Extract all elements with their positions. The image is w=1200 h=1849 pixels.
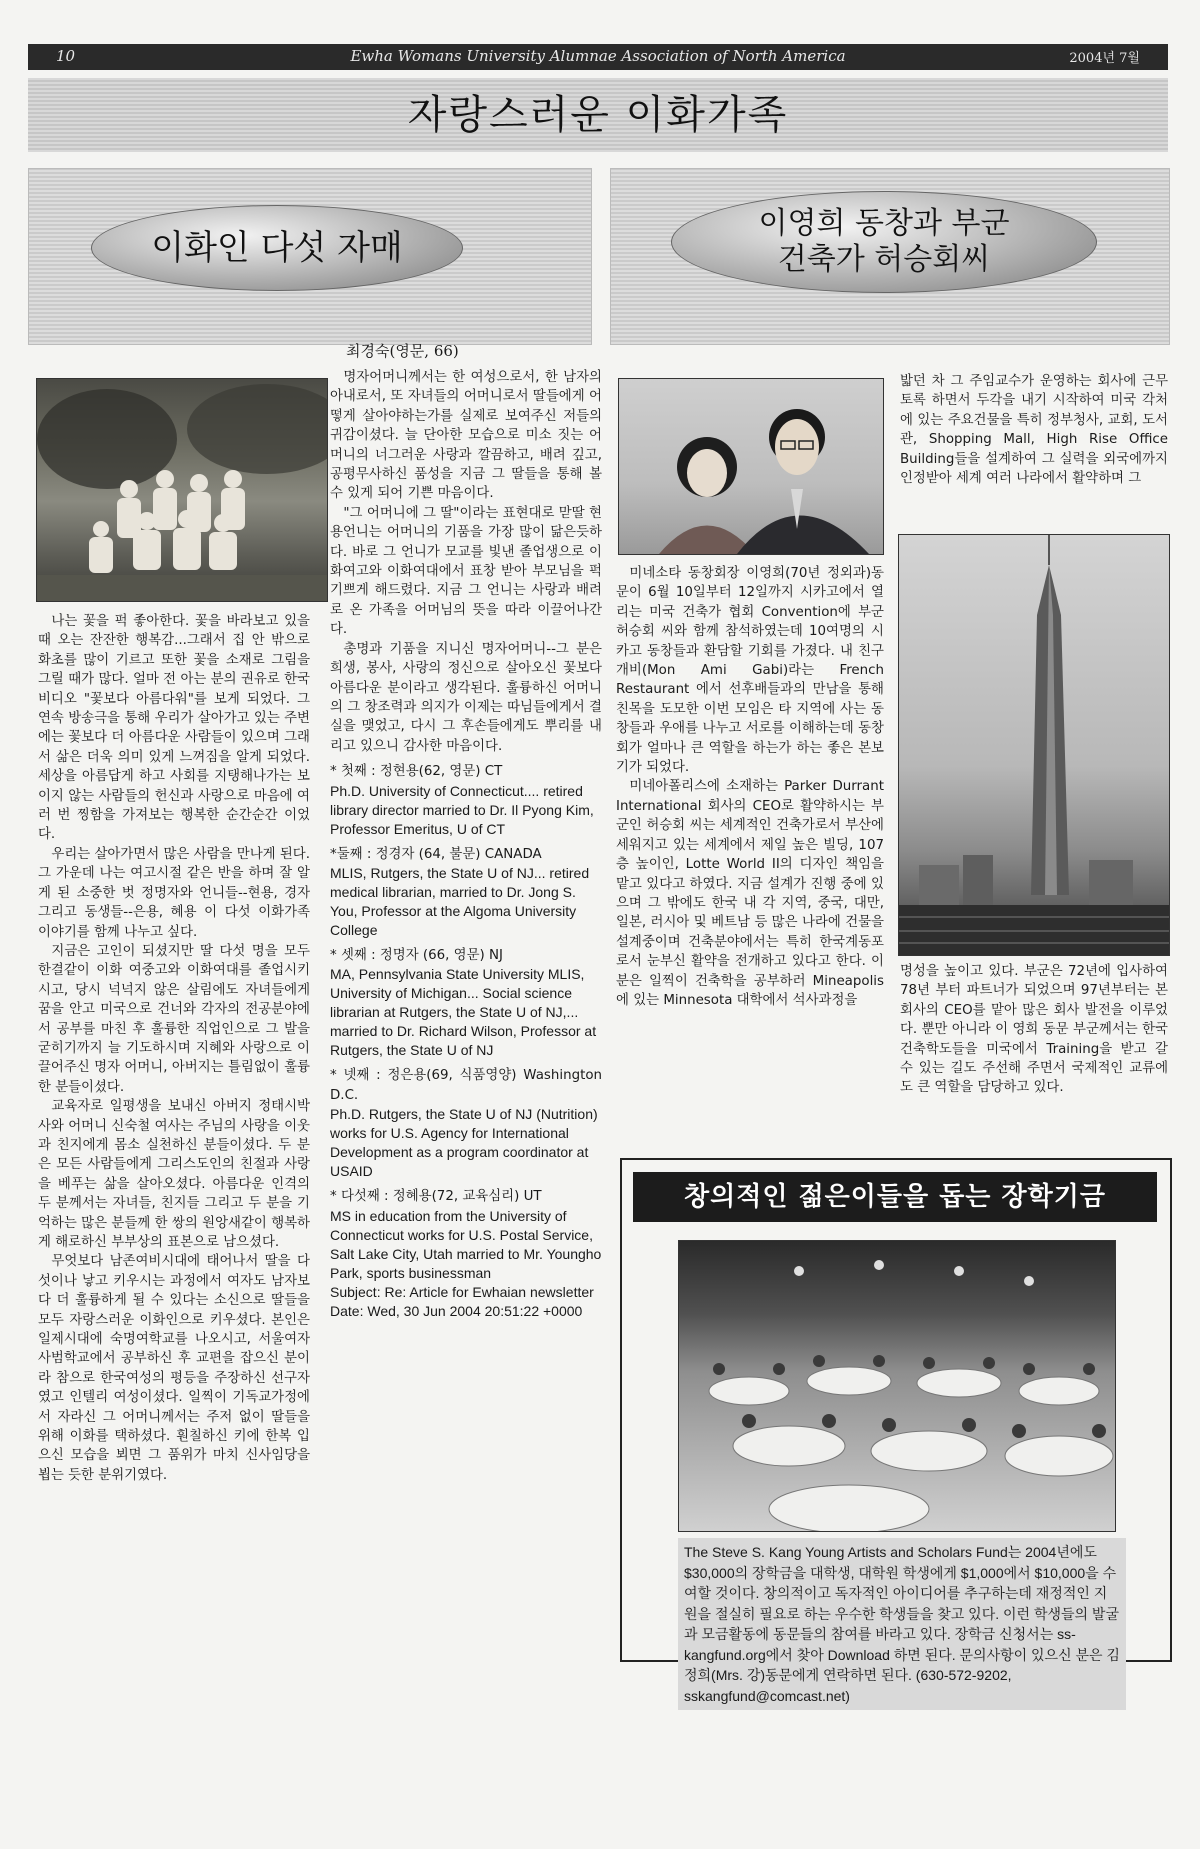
- sister-details: Ph.D. Rutgers, the State U of NJ (Nutrition) works for U.S. Agency for International Development as a program coordinator at USAID: [330, 1106, 598, 1180]
- issue-date: 2004년 7월: [1069, 51, 1140, 66]
- sister-entry: [330, 946, 602, 1060]
- sister-details: MLIS, Rutgers, the State U of NJ... retired medical librarian, married to Dr. Jong S. You, Professor at the Algoma University College: [330, 864, 590, 938]
- paragraph: 나는 꽃을 퍽 좋아한다. 꽃을 바라보고 있을 때 오는 잔잔한 행복감...그래서 집 안 밖으로 화초를 많이 기르고 또한 꽃을 소재로 그림을 그릴 때가 많다. 얼마 전 아는 분의 권유로 한국 비디오 "꽃보다 아름다워"를 보게 되었다. 그 연속 방송극을 통해 우리가 살아가고 있는 주변에는 꽃보다 더 아름다운 사람들이 있으며 그래서 삶은 더욱 의미 있게 느껴짐을 알게 되었다. 세상을 아름답게 하고 사회를 지탱해나가는 보이지 않는 사람들의 헌신과 사랑으로 마음에 여러 번 찡함을 가져보는 행복한 순간순간 이었다.: [38, 614, 310, 843]
- sister-ordinal: * 첫째 : 정현용(62, 영문) CT: [330, 764, 503, 780]
- paragraph: 우리는 살아가면서 많은 사람을 만나게 된다. 그 가운데 나는 여고시절 같은 반을 하며 잘 알게 된 소중한 벗 정명자와 언니들--현용, 경자 그리고 동생들--은용, 혜용 이 다섯 이화가족 이야기를 함께 나누고 싶다.: [38, 846, 310, 940]
- couple-photo: [618, 378, 884, 555]
- email-date: Date: Wed, 30 Jun 2004 20:51:22 +0000: [330, 1302, 583, 1319]
- paragraph: 무엇보다 남존여비시대에 태어나서 딸을 다섯이나 낳고 키우시는 과정에서 여자도 남자보다 더 훌륭하게 될 수 있다는 소신으로 딸들을 모두 자랑스러운 이화인으로 키우셨다. 본인은 일제시대에 숙명여학교를 나오시고, 서울여자사범학교에서 공부하신 후 교편을 잡으신 분이라 참으로 한국여성의 평등을 주장하신 선구자였고 인텔리 여성이셨다. 일찍이 기독교가정에서 자라신 그 어머니께서는 주저 없이 딸들을 위해 이화를 택하셨다. 훤칠하신 키에 한복 입으신 모습을 뵈면 그 품위가 마치 신사임당을 뵙는 듯한 분위기였다.: [38, 1254, 310, 1483]
- scholarship-title: 창의적인 젊은이들을 돕는 장학기금: [633, 1172, 1157, 1222]
- couple-photo-image: [619, 379, 883, 554]
- email-subject: Subject: Re: Article for Ewhaian newsletter: [330, 1283, 594, 1300]
- sister-details: Ph.D. University of Connecticut.... retired library director married to Dr. Il Pyong Kim, Professor Emeritus, U of CT: [330, 782, 594, 837]
- sister-details: MA, Pennsylvania State University MLIS, University of Michigan... Social science librarian at Rutgers, the State U of NJ,... married to Dr. Richard Wilson, Professor at Rutgers, the State U of NJ: [330, 966, 597, 1059]
- sister-ordinal: * 넷째 : 정은용(69, 식품영양) Washington D.C.: [330, 1068, 602, 1103]
- sister-ordinal: * 셋째 : 정명자 (66, 영문) NJ: [330, 947, 504, 963]
- paragraph: 지금은 고인이 되셨지만 딸 다섯 명을 모두 한결같이 이화 여중고와 이화여대를 졸업시키시고, 당시 넉넉지 않은 살림에도 자녀들에게 꿈을 안고 미국으로 건너와 각자의 전공분야에서 공부를 마친 후 훌륭한 직업인으로 그 발을 굳히기까지 늘 기도하시며 지혜와 사랑으로 이끌어주신 명자 어머니, 아버지는 틀림없이 훌륭한 분들이셨다.: [38, 943, 310, 1095]
- tower-rendering-image: [899, 535, 1169, 955]
- paragraph: 명자어머니께서는 한 여성으로서, 한 남자의 아내로서, 또 자녀들의 어머니로서 딸들에게 어떻게 살아야하는가를 실제로 보여주신 저들의 귀감이셨다. 늘 단아한 모습으로 미소 짓는 어머니의 너그러운 사랑과 깔끔하고, 배려 깊고, 공평무사하신 품성을 지금 그 딸들을 통해 볼 수 있게 되어 기쁜 마음이다.: [330, 370, 602, 502]
- paragraph: 밟던 차 그 주임교수가 운영하는 회사에 근무토록 하면서 두각을 내기 시작하여 미국 각처에 있는 주요건물을 특히 정부청사, 교회, 도서관, Shopping Mall, High Rise Office Building들을 설계하여 그 실력을 외국에까지 인정받아 세계 여러 나라에서 활약하며 그: [900, 374, 1168, 487]
- page-number: 10: [56, 47, 76, 65]
- sister-ordinal: * 다섯째 : 정혜용(72, 교육심리) UT: [330, 1189, 542, 1205]
- banquet-photo: [678, 1240, 1116, 1532]
- article-column-2: [330, 368, 602, 1321]
- paragraph: 교육자로 일평생을 보내신 아버지 정태시박사와 어머니 신숙철 여사는 주님의 사랑을 이웃과 친지에게 몸소 실천하신 분들이셨다. 두 분은 모든 사람들에게 그리스도인의 친절과 사랑을 베푸는 삶을 살아오셨다. 아름다운 인격의 두 분께서는 자녀들, 친지들 그리고 두 분을 기억하는 많은 분들께 한 쌍의 원앙새같이 행복하게 해로하신 부부상의 표본으로 남으셨다.: [38, 1099, 310, 1250]
- right-section-title: 이영희 동창과 부군 건축가 허승회씨: [671, 191, 1097, 293]
- banquet-photo-image: [679, 1241, 1115, 1531]
- sister-entry: [330, 845, 602, 940]
- left-section-title: 이화인 다섯 자매: [91, 205, 463, 291]
- article-column-4-bottom: [900, 962, 1168, 1098]
- right-section-header: [610, 168, 1170, 345]
- sister-entry: [330, 762, 602, 838]
- paragraph: 총명과 기품을 지니신 명자어머니--그 분은 희생, 봉사, 사랑의 정신으로 살아오신 꽃보다 아름다운 분이라고 생각된다. 훌륭하신 어머니의 그 창조력과 의지가 이제는 따님들에게서 결실을 맺었고, 다시 그 후손들에게도 뿌리를 내리고 있으니 감사한 마음이다.: [330, 641, 602, 754]
- article-column-1: [38, 612, 310, 1485]
- tower-rendering-photo: [898, 534, 1170, 956]
- family-photo-image: [37, 379, 327, 601]
- scholarship-text: The Steve S. Kang Young Artists and Scholars Fund는 2004년에도 $30,000의 장학금을 대학생, 대학원 학생에게 $1,000에서 $10,000을 수여할 것이다. 창의적이고 독자적인 아이디어를 추구하는데 재정적인 지원을 절실히 필요로 하는 우수한 학생들을 찾고 있다. 이런 학생들의 발굴과 모금활동에 동문들의 참여를 바라고 있다. 장학금 신청서는 ss-kangfund.org에서 찾아 Download 하면 된다. 문의사항이 있으신 분은 김정희(Mrs. 강)동문에게 연락하면 된다. (630-572-9202, sskangfund@comcast.net): [678, 1538, 1126, 1710]
- family-photo: [36, 378, 328, 602]
- paragraph: 미네소타 동창회장 이영희(70년 정외과)동문이 6월 10일부터 12일까지 시카고에서 열리는 미국 건축가 협회 Convention에 부군 허승회 씨와 함께 참석하였는데 10여명의 시카고 동창들과 환담할 기회를 가졌다. 내 친구 개비(Mon Ami Gabi)라는 French Restaurant 에서 선후배들과의 만남을 통해 친목을 도모한 이번 모임은 타 지역에 사는 동창들과 우애를 나누고 서로를 이해하는데 동창회가 얼마나 큰 역할을 하는가 하는 좋은 본보기가 되었다.: [616, 566, 884, 776]
- paragraph: "그 어머니에 그 딸"이라는 표현대로 맏딸 현용언니는 어머니의 기품을 가장 많이 닮은듯하다. 바로 그 언니가 모교를 빛낸 졸업생으로 이화여고와 이화여대에서 표창 받아 부모님을 퍽 기쁘게 해드렸다. 지금 그 언니는 사랑과 배려로 온 가족을 어머님의 뜻을 따라 이끌어나간다.: [330, 505, 602, 638]
- sister-entry: [330, 1187, 602, 1282]
- article-column-3: [616, 564, 884, 1010]
- page-header-bar: [28, 44, 1168, 70]
- sister-details: MS in education from the University of Connecticut works for U.S. Postal Service, Salt Lake City, Utah married to Mr. Youngho Park, sports businessman: [330, 1207, 602, 1281]
- article-byline: 최경숙(영문, 66): [346, 342, 459, 360]
- left-section-header: [28, 168, 592, 345]
- scholarship-box: [620, 1158, 1172, 1704]
- article-column-4-top: [900, 372, 1168, 488]
- paragraph: 미네아폴리스에 소재하는 Parker Durrant International 회사의 CEO로 활약하시는 부군인 허승회 씨는 세계적인 건축가로서 부산에 세워지고 있는 세계에서 제일 높은 빌딩, 107층 높이인, Lotte World II의 디자인 책임을 맡고 있다고 하였다. 지금 설계가 진행 중에 있으며 그 밖에도 한국 내 각 지역, 중국, 대만, 일본, 러시아 및 베트남 등 많은 나라에 건물을 설계중이며 건축분야에서는 특히 한국계동포로서 눈부신 활약을 전개하고 있다고 한다. 이분은 일찍이 건축학을 공부하러 Mineapolis에 있는 Minnesota 대학에서 석사과정을: [616, 779, 884, 1008]
- publication-title: Ewha Womans University Alumnae Association of North America: [350, 47, 846, 65]
- paragraph: 명성을 높이고 있다. 부군은 72년에 입사하여 78년 부터 파트너가 되었으며 97년부터는 본 회사의 CEO를 맡아 많은 회사 발전을 이루었다. 뿐만 아니라 이 영희 동문 부군께서는 한국건축학도들을 미국에서 Training을 받고 갈 수 있는 길도 주선해 주면서 국제적인 교류에도 큰 역할을 담당하고 있다.: [900, 964, 1168, 1096]
- sister-ordinal: *둘째 : 정경자 (64, 불문) CANADA: [330, 846, 542, 862]
- main-title: 자랑스러운 이화가족: [407, 92, 789, 138]
- sister-entry: [330, 1066, 602, 1181]
- main-title-banner: [28, 78, 1168, 152]
